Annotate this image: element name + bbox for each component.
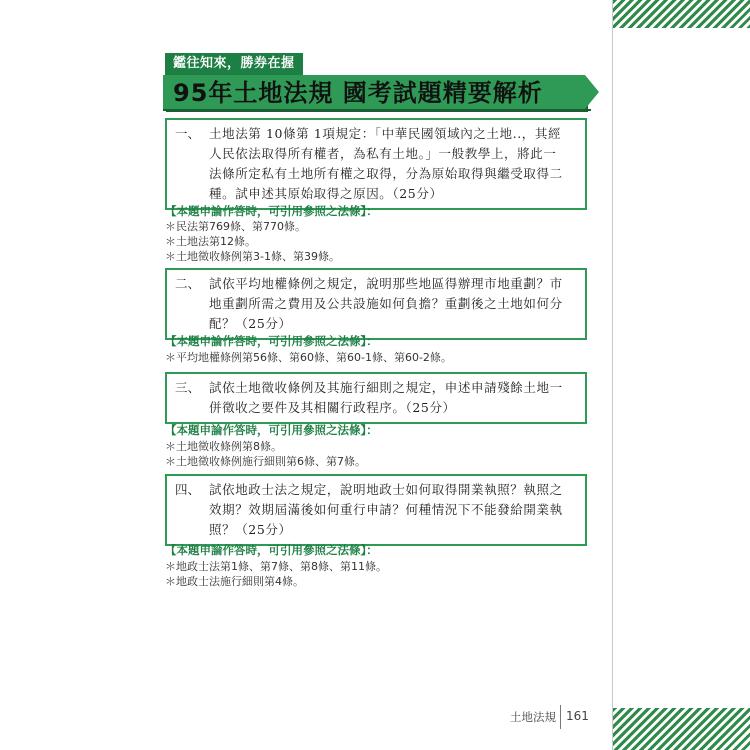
- law-reference: ＊地政士法第1條、第7條、第8條、第11條。: [165, 560, 387, 573]
- law-reference: ＊民法第769條、第770條。: [165, 220, 306, 233]
- question-text: [209, 274, 577, 334]
- question-box-4: [165, 474, 587, 546]
- question-line: 照？（25分）: [209, 522, 292, 537]
- question-line: 併徵收之要件及其相關行政程序。（25分）: [209, 400, 456, 415]
- question-number: 一、: [175, 126, 201, 141]
- law-reference: ＊土地法第12條。: [165, 235, 256, 248]
- question-box-2: [165, 268, 587, 340]
- question-box-3: [165, 372, 587, 424]
- question-box-1: [165, 118, 587, 210]
- law-reference-list: [165, 559, 387, 589]
- question-line: 試依地政士法之規定，說明地政士如何取得開業執照？執照之: [209, 482, 563, 497]
- question-text: [209, 378, 577, 418]
- question-line: 法條所定私有土地所有權之取得，分為原始取得與繼受取得二: [209, 166, 563, 181]
- law-hint-heading: 【本題申論作答時，可引用參照之法條】：: [165, 423, 378, 437]
- question-line: 人民依法取得所有權者，為私有土地。」一般教學上，將此一: [209, 146, 557, 161]
- law-hint-heading: 【本題申論作答時，可引用參照之法條】：: [165, 543, 378, 557]
- law-reference: ＊土地徵收條例第8條。: [165, 440, 282, 453]
- question-line: 試依平均地權條例之規定，說明那些地區得辦理市地重劃？市: [209, 276, 563, 291]
- corner-stripe-bottom: [613, 708, 750, 750]
- law-reference: ＊土地徵收條例第3-1條、第39條。: [165, 250, 340, 263]
- question-number: 四、: [175, 482, 201, 497]
- page-edge: [612, 0, 613, 750]
- question-line: 效期？效期屆滿後如何重行申請？何種情況下不能發給開業執: [209, 502, 563, 517]
- question-line: 種。試申述其原始取得之原因。（25分）: [209, 186, 443, 201]
- footer-section-label: 土地法規: [510, 710, 556, 724]
- law-reference-list: [165, 350, 452, 365]
- corner-stripe-top: [613, 0, 750, 28]
- page-number: 161: [566, 709, 589, 723]
- footer-divider: [560, 705, 561, 729]
- law-reference: ＊地政士法施行細則第4條。: [165, 575, 304, 588]
- question-number: 二、: [175, 276, 201, 291]
- question-line: 試依土地徵收條例及其施行細則之規定，申述申請殘餘土地一: [209, 380, 563, 395]
- law-hint-heading: 【本題申論作答時，可引用參照之法條】：: [165, 204, 378, 218]
- question-number: 三、: [175, 380, 201, 395]
- law-reference: ＊土地徵收條例施行細則第6條、第7條。: [165, 455, 366, 468]
- question-line: 配？（25分）: [209, 316, 292, 331]
- header-tag: 鑑往知來，勝券在握: [165, 53, 303, 75]
- question-text: [209, 124, 577, 204]
- law-reference-list: [165, 439, 366, 469]
- law-hint-heading: 【本題申論作答時，可引用參照之法條】：: [165, 334, 378, 348]
- page-title: 95年土地法規 國考試題精要解析: [173, 79, 543, 107]
- question-line: 地重劃所需之費用及公共設施如何負擔？重劃後之土地如何分: [209, 296, 563, 311]
- law-reference: ＊平均地權條例第56條、第60條、第60-1條、第60-2條。: [165, 351, 452, 364]
- question-line: 土地法第 10條第 1項規定：「中華民國領域內之土地..，其經: [209, 126, 562, 141]
- question-text: [209, 480, 577, 540]
- law-reference-list: [165, 219, 340, 264]
